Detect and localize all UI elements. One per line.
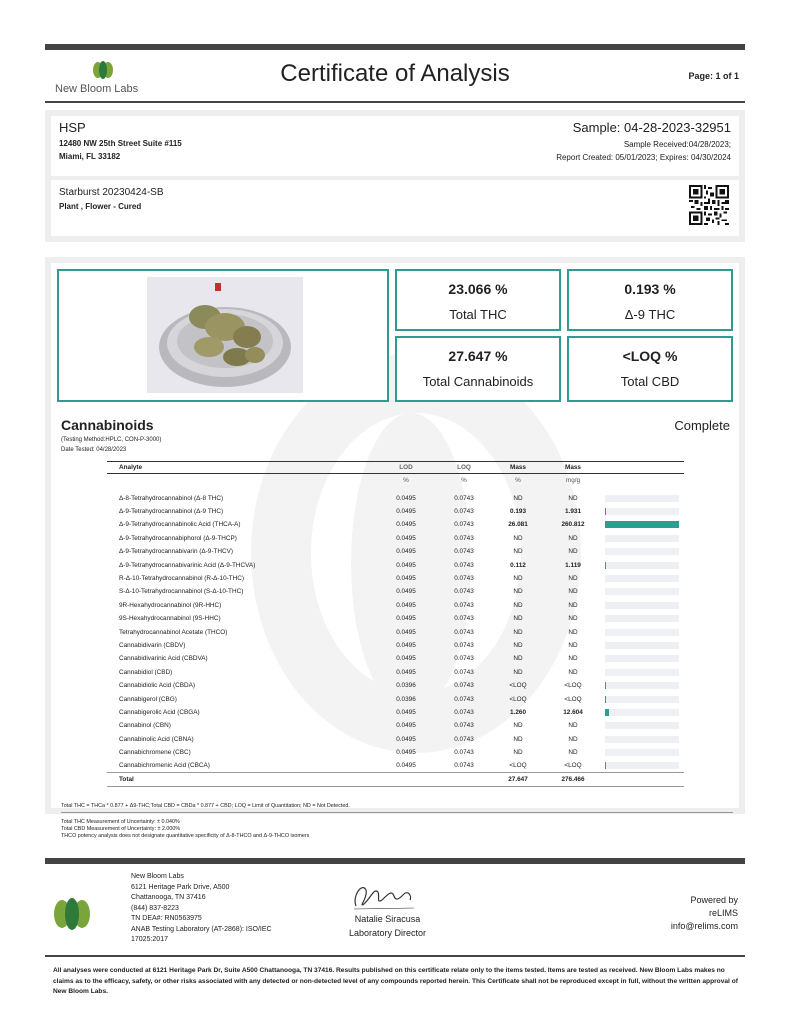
mass-mg-value: ND [568, 722, 578, 730]
client-address-line1: 12480 NW 25th Street Suite #115 [59, 139, 182, 148]
notes-rule [61, 812, 733, 813]
qr-code-icon[interactable] [689, 184, 729, 226]
mass-mg-value: ND [568, 548, 578, 556]
concentration-bar [603, 505, 684, 518]
col-loq: LOQ [435, 462, 493, 474]
table-row [107, 759, 684, 772]
client-name: HSP [59, 120, 86, 135]
table-row [107, 532, 684, 545]
col-bar [603, 462, 684, 474]
table-row [107, 733, 684, 746]
sample-image-box [57, 269, 389, 402]
analyte-name: 9R-Hexahydrocannabinol (9R-HHC) [119, 601, 222, 609]
page-number: Page: 1 of 1 [688, 71, 739, 81]
mass-pct-value: ND [513, 534, 523, 542]
top-rule [45, 44, 745, 50]
document-title: Certificate of Analysis [280, 60, 510, 87]
report-dates: Report Created: 05/01/2023; Expires: 04/30/2024 [556, 153, 731, 162]
mass-mg-value: ND [568, 749, 578, 757]
mass-mg-value: 1.119 [565, 561, 581, 569]
lod-value: 0.0495 [396, 628, 416, 636]
concentration-bar [603, 746, 684, 759]
kpi-label: Total Cannabinoids [422, 374, 534, 389]
mass-mg-value: <LOQ [564, 762, 582, 770]
bar-fill [605, 521, 679, 528]
mass-pct-value: ND [513, 548, 523, 556]
loq-value: 0.0743 [454, 708, 474, 716]
table-row [107, 666, 684, 679]
bar-track [605, 602, 679, 609]
mass-pct-value: ND [513, 749, 523, 757]
lab-line: 17025:2017 [131, 936, 168, 943]
bar-track [605, 521, 679, 528]
loq-value: 0.0743 [454, 668, 474, 676]
lod-value: 0.0495 [396, 762, 416, 770]
loq-value: 0.0743 [454, 682, 474, 690]
concentration-bar [603, 652, 684, 665]
mass-pct-value: <LOQ [509, 695, 527, 703]
bar-track [605, 722, 679, 729]
mass-mg-value: ND [568, 601, 578, 609]
bar-track [605, 495, 679, 502]
mass-mg-value: 12.604 [563, 708, 583, 716]
analyte-name: Δ-9-Tetrahydrocannabivarin (Δ-9-THCV) [119, 548, 234, 556]
bar-track [605, 508, 679, 515]
client-info [51, 116, 739, 176]
table-row [107, 652, 684, 665]
concentration-bar [603, 558, 684, 571]
concentration-bar [603, 706, 684, 719]
col-mass-pct: Mass [493, 462, 543, 474]
lab-line: Chattanooga, TN 37416 [131, 894, 206, 901]
mass-pct-value: ND [513, 655, 523, 663]
mass-pct-value: 26.081 [508, 521, 528, 529]
bar-track [605, 749, 679, 756]
lod-value: 0.0495 [396, 749, 416, 757]
concentration-bar [603, 625, 684, 638]
concentration-bar [603, 666, 684, 679]
logo-text: New Bloom Labs [55, 83, 139, 95]
kpi-value: <LOQ % [622, 348, 678, 364]
concentration-bar [603, 612, 684, 625]
lod-value: 0.0495 [396, 615, 416, 623]
total-row [107, 773, 684, 786]
loq-value: 0.0743 [454, 655, 474, 663]
bar-track [605, 588, 679, 595]
kpi-value: 27.647 % [448, 348, 508, 364]
total-mg: 276.466 [543, 773, 603, 786]
analyte-name: Δ-9-Tetrahydrocannabinolic Acid (THCA-A) [119, 521, 241, 529]
col-lod: LOD [377, 462, 435, 474]
thco-note: THCO potency analysis does not designate quantitative specificity of Δ-8-THCO and Δ-9-THCO isomers [61, 833, 310, 839]
powered-email[interactable]: info@relims.com [670, 921, 738, 931]
lod-value: 0.0495 [396, 561, 416, 569]
table-row [107, 746, 684, 759]
mass-pct-value: 1.260 [510, 708, 526, 716]
mass-mg-value: ND [568, 615, 578, 623]
formula-note: Total THC = THCa * 0.877 + Δ9-THC;Total CBD = CBDa * 0.877 + CBD; LOQ = Limit of Quantitation; ND = Not Detected. [61, 803, 350, 809]
loq-value: 0.0743 [454, 575, 474, 583]
analyte-name: Cannabichromene (CBC) [119, 749, 191, 757]
mass-pct-value: ND [513, 615, 523, 623]
lod-value: 0.0495 [396, 668, 416, 676]
table-row [107, 612, 684, 625]
bar-fill [605, 709, 609, 716]
mass-mg-value: <LOQ [564, 682, 582, 690]
analyte-name: Δ-8-Tetrahydrocannabinol (Δ-8 THC) [119, 494, 224, 502]
analyte-name: Cannabigerol (CBG) [119, 695, 177, 703]
table-row [107, 679, 684, 692]
sample-received: Sample Received:04/28/2023; [623, 140, 731, 149]
loq-value: 0.0743 [454, 722, 474, 730]
loq-value: 0.0743 [454, 735, 474, 743]
concentration-bar [603, 518, 684, 531]
mass-pct-value: ND [513, 575, 523, 583]
client-address-line2: Miami, FL 33182 [59, 152, 121, 161]
mass-mg-value: ND [568, 494, 578, 502]
bar-fill [605, 762, 606, 769]
concentration-bar [603, 759, 684, 772]
lod-value: 0.0495 [396, 588, 416, 596]
mass-mg-value: ND [568, 575, 578, 583]
thc-uncertainty: Total THC Measurement of Uncertainty: ± 0.040% [61, 819, 180, 825]
lod-value: 0.0495 [396, 655, 416, 663]
leaf-logo-icon [52, 896, 92, 932]
mass-mg-value: ND [568, 655, 578, 663]
mass-pct-value: ND [513, 735, 523, 743]
bar-track [605, 696, 679, 703]
loq-value: 0.0743 [454, 534, 474, 542]
header-rule [45, 101, 745, 103]
mass-pct-value: ND [513, 628, 523, 636]
kpi-label: Total THC [449, 307, 507, 322]
analyte-name: S-Δ-10-Tetrahydrocannabinol (S-Δ-10-THC) [119, 588, 244, 596]
bar-track [605, 629, 679, 636]
lod-value: 0.0495 [396, 575, 416, 583]
lod-value: 0.0495 [396, 722, 416, 730]
kpi-value: 23.066 % [448, 281, 508, 297]
lod-value: 0.0495 [396, 494, 416, 502]
table-row [107, 558, 684, 571]
table-row [107, 572, 684, 585]
mass-mg-value: 260.812 [561, 521, 585, 529]
analyte-name: Cannabinol (CBN) [119, 722, 171, 730]
sample-id: Sample: 04-28-2023-32951 [572, 120, 731, 135]
lod-value: 0.0495 [396, 534, 416, 542]
total-lod [377, 773, 435, 786]
footer-rule [45, 858, 745, 864]
report-header [45, 56, 745, 100]
section-status: Complete [674, 418, 730, 433]
lod-value: 0.0495 [396, 508, 416, 516]
cbd-uncertainty: Total CBD Measurement of Uncertainty: ± 2.000% [61, 826, 181, 832]
kpi-value: 0.193 % [624, 281, 676, 297]
concentration-bar [603, 545, 684, 558]
loq-value: 0.0743 [454, 641, 474, 649]
concentration-bar [603, 639, 684, 652]
loq-value: 0.0743 [454, 588, 474, 596]
col-mass-mg: Mass [543, 462, 603, 474]
table-row [107, 706, 684, 719]
kpi-label: Total CBD [620, 374, 680, 389]
lod-value: 0.0495 [396, 708, 416, 716]
analyte-name: Cannabidiolic Acid (CBDA) [119, 682, 196, 690]
powered-by [671, 894, 738, 933]
table-row [107, 625, 684, 638]
total-bar [603, 773, 684, 786]
kpi-total-cbd [567, 336, 733, 402]
lab-contact [131, 872, 272, 946]
kpi-delta9-thc [567, 269, 733, 331]
bar-fill [605, 682, 606, 689]
loq-value: 0.0743 [454, 521, 474, 529]
lab-line: New Bloom Labs [131, 873, 184, 880]
table-row [107, 719, 684, 732]
lod-value: 0.0495 [396, 601, 416, 609]
loq-value: 0.0743 [454, 508, 474, 516]
product-type: Plant , Flower - Cured [59, 202, 142, 211]
table-row [107, 599, 684, 612]
powered-line: reLIMS [708, 908, 738, 918]
total-loq [435, 773, 493, 786]
mass-mg-value: ND [568, 735, 578, 743]
bar-track [605, 642, 679, 649]
mass-pct-value: 0.112 [510, 561, 526, 569]
analyte-name: R-Δ-10-Tetrahydrocannabinol (R-Δ-10-THC) [119, 575, 245, 583]
sample-photo [147, 277, 303, 393]
bar-track [605, 736, 679, 743]
unit-loq: % [461, 477, 467, 485]
loq-value: 0.0743 [454, 615, 474, 623]
concentration-bar [603, 572, 684, 585]
product-name: Starburst 20230424-SB [59, 187, 164, 198]
analyte-name: Tetrahydrocannabinol Acetate (THCO) [119, 628, 228, 636]
kpi-total-thc [395, 269, 561, 331]
lod-value: 0.0495 [396, 735, 416, 743]
analyte-name: Δ-9-Tetrahydrocannabiphorol (Δ-9-THCP) [119, 534, 237, 542]
kpi-label: Δ-9 THC [624, 307, 676, 322]
mass-pct-value: 0.193 [510, 508, 526, 516]
table-row [107, 639, 684, 652]
total-label: Total [107, 773, 377, 786]
bar-track [605, 655, 679, 662]
lab-line: (844) 837-8223 [131, 904, 179, 912]
bar-track [605, 682, 679, 689]
bar-track [605, 535, 679, 542]
concentration-bar [603, 492, 684, 505]
bar-track [605, 615, 679, 622]
loq-value: 0.0743 [454, 762, 474, 770]
table-row [107, 492, 684, 505]
lab-line: 6121 Heritage Park Drive, A500 [131, 883, 230, 891]
loq-value: 0.0743 [454, 548, 474, 556]
analyte-name: Cannabichromenic Acid (CBCA) [119, 762, 210, 770]
concentration-bar [603, 599, 684, 612]
lod-value: 0.0495 [396, 548, 416, 556]
table-row [107, 692, 684, 705]
mass-pct-value: ND [513, 494, 523, 502]
powered-line: Powered by [690, 895, 738, 905]
analyte-name: Δ-9-Tetrahydrocannabinol (Δ-9 THC) [119, 508, 224, 516]
table-row [107, 545, 684, 558]
table-header-row [107, 462, 684, 474]
date-tested: Date Tested: 04/28/2023 [61, 447, 127, 453]
concentration-bar [603, 733, 684, 746]
concentration-bar [603, 679, 684, 692]
concentration-bar [603, 692, 684, 705]
mass-mg-value: ND [568, 588, 578, 596]
analyte-name: Cannabinolic Acid (CBNA) [119, 735, 194, 743]
mass-pct-value: ND [513, 722, 523, 730]
bar-fill [605, 562, 606, 569]
mass-pct-value: ND [513, 668, 523, 676]
kpi-total-cannabinoids [395, 336, 561, 402]
mass-pct-value: <LOQ [509, 682, 527, 690]
analyte-name: Cannabigerolic Acid (CBGA) [119, 708, 200, 716]
concentration-bar [603, 585, 684, 598]
loq-value: 0.0743 [454, 601, 474, 609]
mass-pct-value: ND [513, 601, 523, 609]
lab-line: TN DEA#: RN0563975 [131, 915, 202, 922]
mass-mg-value: ND [568, 534, 578, 542]
units-row [107, 474, 684, 488]
loq-value: 0.0743 [454, 494, 474, 502]
table-row [107, 518, 684, 531]
disclaimer: All analyses were conducted at 6121 Heritage Park Dr, Suite A500 Chattanooga, TN 37416. Results published on this certificate relate only to the items tested. Items are tested as received. New Bloom Labs makes no claims as to the efficacy, safety, or other risks associated with any detected or non-detected level of any compounds reported herein. This Certificate shall not be reproduced except in full, without the written approval of New Bloom Labs. [53, 967, 738, 995]
table-row [107, 505, 684, 518]
unit-lod: % [403, 477, 409, 485]
lod-value: 0.0495 [396, 641, 416, 649]
disclaimer-rule [45, 955, 745, 957]
mass-pct-value: <LOQ [509, 762, 527, 770]
bar-track [605, 762, 679, 769]
lod-value: 0.0396 [396, 695, 416, 703]
loq-value: 0.0743 [454, 561, 474, 569]
table-row [107, 585, 684, 598]
analyte-name: Cannabidivarinic Acid (CBDVA) [119, 655, 208, 663]
analyte-name: Δ-9-Tetrahydrocannabivarinic Acid (Δ-9-THCVA) [119, 561, 256, 569]
bar-track [605, 669, 679, 676]
signer-name: Natalie Siracusa [354, 914, 421, 924]
bar-track [605, 575, 679, 582]
bar-track [605, 562, 679, 569]
unit-mass-mg: mg/g [565, 477, 581, 485]
unit-mass-pct: % [515, 477, 521, 485]
concentration-bar [603, 719, 684, 732]
section-title: Cannabinoids [61, 417, 154, 433]
lod-value: 0.0495 [396, 521, 416, 529]
testing-method: (Testing Method:HPLC, CON-P-3000) [61, 437, 162, 443]
loq-value: 0.0743 [454, 695, 474, 703]
bar-track [605, 709, 679, 716]
loq-value: 0.0743 [454, 749, 474, 757]
cannabinoids-table [107, 461, 684, 787]
analyte-name: Cannabidiol (CBD) [119, 668, 173, 676]
col-analyte: Analyte [107, 462, 377, 474]
mass-mg-value: ND [568, 668, 578, 676]
bar-fill [605, 508, 606, 515]
mass-mg-value: 1.931 [565, 508, 581, 516]
mass-mg-value: ND [568, 628, 578, 636]
signature-image [348, 878, 418, 914]
signer-title: Laboratory Director [348, 928, 427, 938]
total-pct: 27.647 [493, 773, 543, 786]
loq-value: 0.0743 [454, 628, 474, 636]
lod-value: 0.0396 [396, 682, 416, 690]
lab-line: ANAB Testing Laboratory (AT-2868): ISO/IEC [131, 925, 272, 933]
mass-mg-value: <LOQ [564, 695, 582, 703]
mass-pct-value: ND [513, 641, 523, 649]
mass-mg-value: ND [568, 641, 578, 649]
product-info [51, 180, 739, 236]
mass-pct-value: ND [513, 588, 523, 596]
analyte-name: 9S-Hexahydrocannabinol (9S-HHC) [119, 615, 221, 623]
bar-fill [605, 696, 606, 703]
analyte-name: Cannabidivarin (CBDV) [119, 641, 186, 649]
bar-track [605, 548, 679, 555]
concentration-bar [603, 532, 684, 545]
